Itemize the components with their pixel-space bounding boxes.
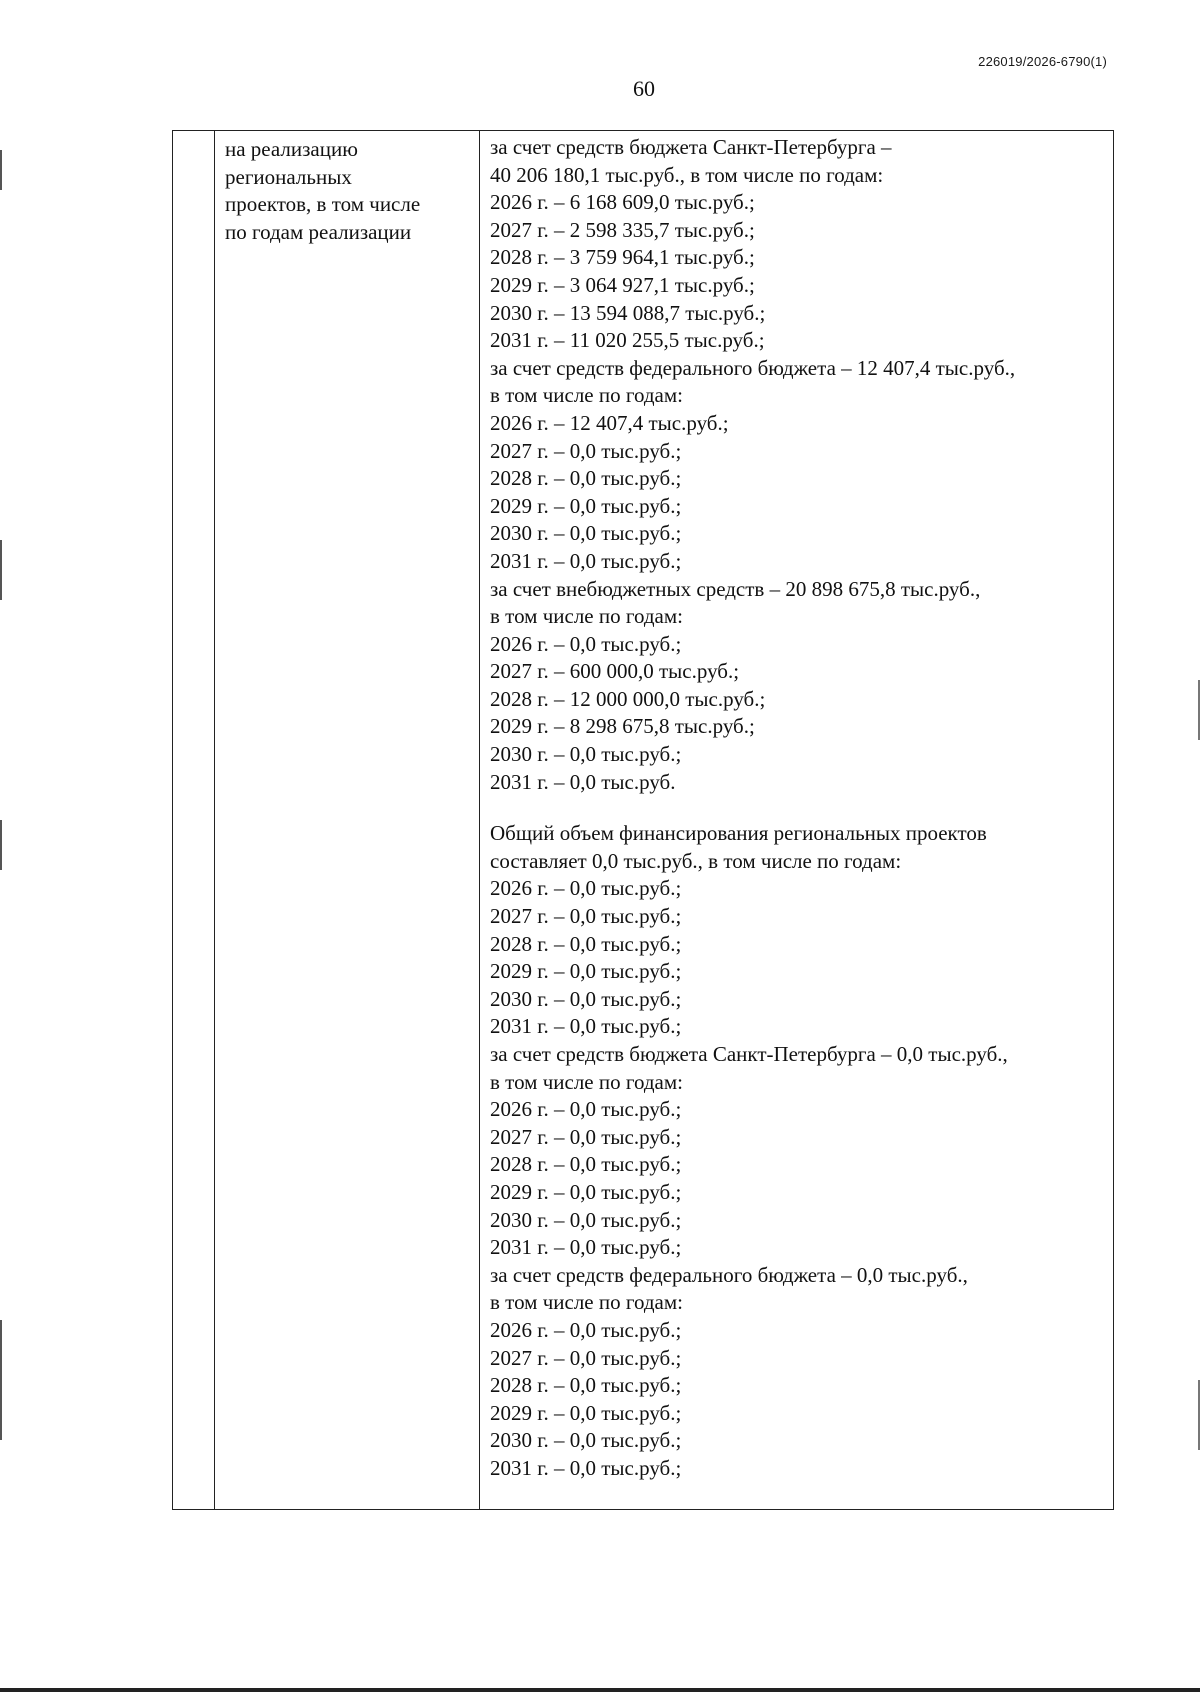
column-divider [214,131,215,1509]
financing-line: 2028 г. – 0,0 тыс.руб.; [490,466,682,491]
financing-line: 2027 г. – 0,0 тыс.руб.; [490,438,682,463]
scan-edge-artifact [0,820,2,870]
financing-line: 2030 г. – 0,0 тыс.руб.; [490,1207,682,1232]
financing-line: за счет внебюджетных средств – 20 898 675,8 тыс.руб., [490,576,981,601]
financing-line: за счет средств федерального бюджета – 0,0 тыс.руб., [490,1262,968,1287]
financing-line: в том числе по годам: [490,1290,683,1315]
financing-line: 2026 г. – 6 168 609,0 тыс.руб.; [490,190,755,215]
page-number: 60 [633,76,655,101]
description-line: проектов, в том числе [225,192,421,217]
financing-line: 2026 г. – 0,0 тыс.руб.; [490,1097,682,1122]
financing-line: 2029 г. – 0,0 тыс.руб.; [490,959,682,984]
financing-line: 2031 г. – 0,0 тыс.руб.; [490,1235,682,1260]
financing-line: за счет средств бюджета Санкт-Петербурга – [490,135,892,159]
blank-line [490,796,1110,820]
financing-line: 2031 г. – 0,0 тыс.руб.; [490,1014,682,1039]
financing-line: 2031 г. – 0,0 тыс.руб.; [490,1455,682,1480]
financing-table [172,130,1114,1510]
scan-bottom-edge [0,1688,1200,1692]
financing-line: 2031 г. – 11 020 255,5 тыс.руб.; [490,328,765,353]
financing-line: за счет средств бюджета Санкт-Петербурга – 0,0 тыс.руб., [490,1042,1008,1066]
scan-edge-artifact [0,1320,2,1440]
description-line: на реализацию [225,137,358,161]
financing-line: 2028 г. – 12 000 000,0 тыс.руб.; [490,686,766,711]
financing-line: в том числе по годам: [490,604,683,629]
column-divider [479,131,480,1509]
financing-line: 2031 г. – 0,0 тыс.руб.; [490,548,682,573]
financing-line: в том числе по годам: [490,1069,683,1094]
financing-line: Общий объем финансирования региональных проектов [490,821,987,846]
scan-edge-artifact [0,540,2,600]
scan-edge-artifact [0,150,2,190]
financing-line: в том числе по годам: [490,383,683,408]
financing-line: 2026 г. – 0,0 тыс.руб.; [490,1317,682,1342]
financing-line: 40 206 180,1 тыс.руб., в том числе по годам: [490,162,884,187]
financing-line: 2030 г. – 0,0 тыс.руб.; [490,742,682,767]
financing-line: 2028 г. – 0,0 тыс.руб.; [490,931,682,956]
financing-line: 2028 г. – 3 759 964,1 тыс.руб.; [490,245,755,270]
table-cell-description [225,136,475,246]
financing-line: 2027 г. – 0,0 тыс.руб.; [490,1124,682,1149]
financing-line: 2026 г. – 0,0 тыс.руб.; [490,631,682,656]
financing-line: 2030 г. – 0,0 тыс.руб.; [490,1428,682,1453]
financing-line: 2029 г. – 0,0 тыс.руб.; [490,493,682,518]
financing-line: 2030 г. – 0,0 тыс.руб.; [490,986,682,1011]
financing-line: 2026 г. – 0,0 тыс.руб.; [490,876,682,901]
financing-line: 2028 г. – 0,0 тыс.руб.; [490,1373,682,1398]
financing-line: 2027 г. – 2 598 335,7 тыс.руб.; [490,217,755,242]
financing-line: за счет средств федерального бюджета – 12 407,4 тыс.руб., [490,355,1016,380]
financing-line: 2027 г. – 0,0 тыс.руб.; [490,1345,682,1370]
financing-line: 2028 г. – 0,0 тыс.руб.; [490,1152,682,1177]
financing-line: 2031 г. – 0,0 тыс.руб. [490,769,676,794]
description-line: региональных [225,164,352,189]
document-registration-number: 226019/2026-6790(1) [978,54,1107,69]
financing-line: 2026 г. – 12 407,4 тыс.руб.; [490,410,729,435]
financing-line: 2030 г. – 0,0 тыс.руб.; [490,521,682,546]
financing-line: 2030 г. – 13 594 088,7 тыс.руб.; [490,300,766,325]
financing-line: 2029 г. – 0,0 тыс.руб.; [490,1400,682,1425]
financing-line: 2029 г. – 0,0 тыс.руб.; [490,1179,682,1204]
financing-line: 2029 г. – 3 064 927,1 тыс.руб.; [490,272,755,297]
financing-line: 2029 г. – 8 298 675,8 тыс.руб.; [490,714,755,739]
financing-line: 2027 г. – 600 000,0 тыс.руб.; [490,659,740,684]
description-line: по годам реализации [225,219,412,244]
financing-line: составляет 0,0 тыс.руб., в том числе по годам: [490,848,902,873]
financing-line: 2027 г. – 0,0 тыс.руб.; [490,904,682,929]
table-cell-financing-details [490,134,1110,1483]
